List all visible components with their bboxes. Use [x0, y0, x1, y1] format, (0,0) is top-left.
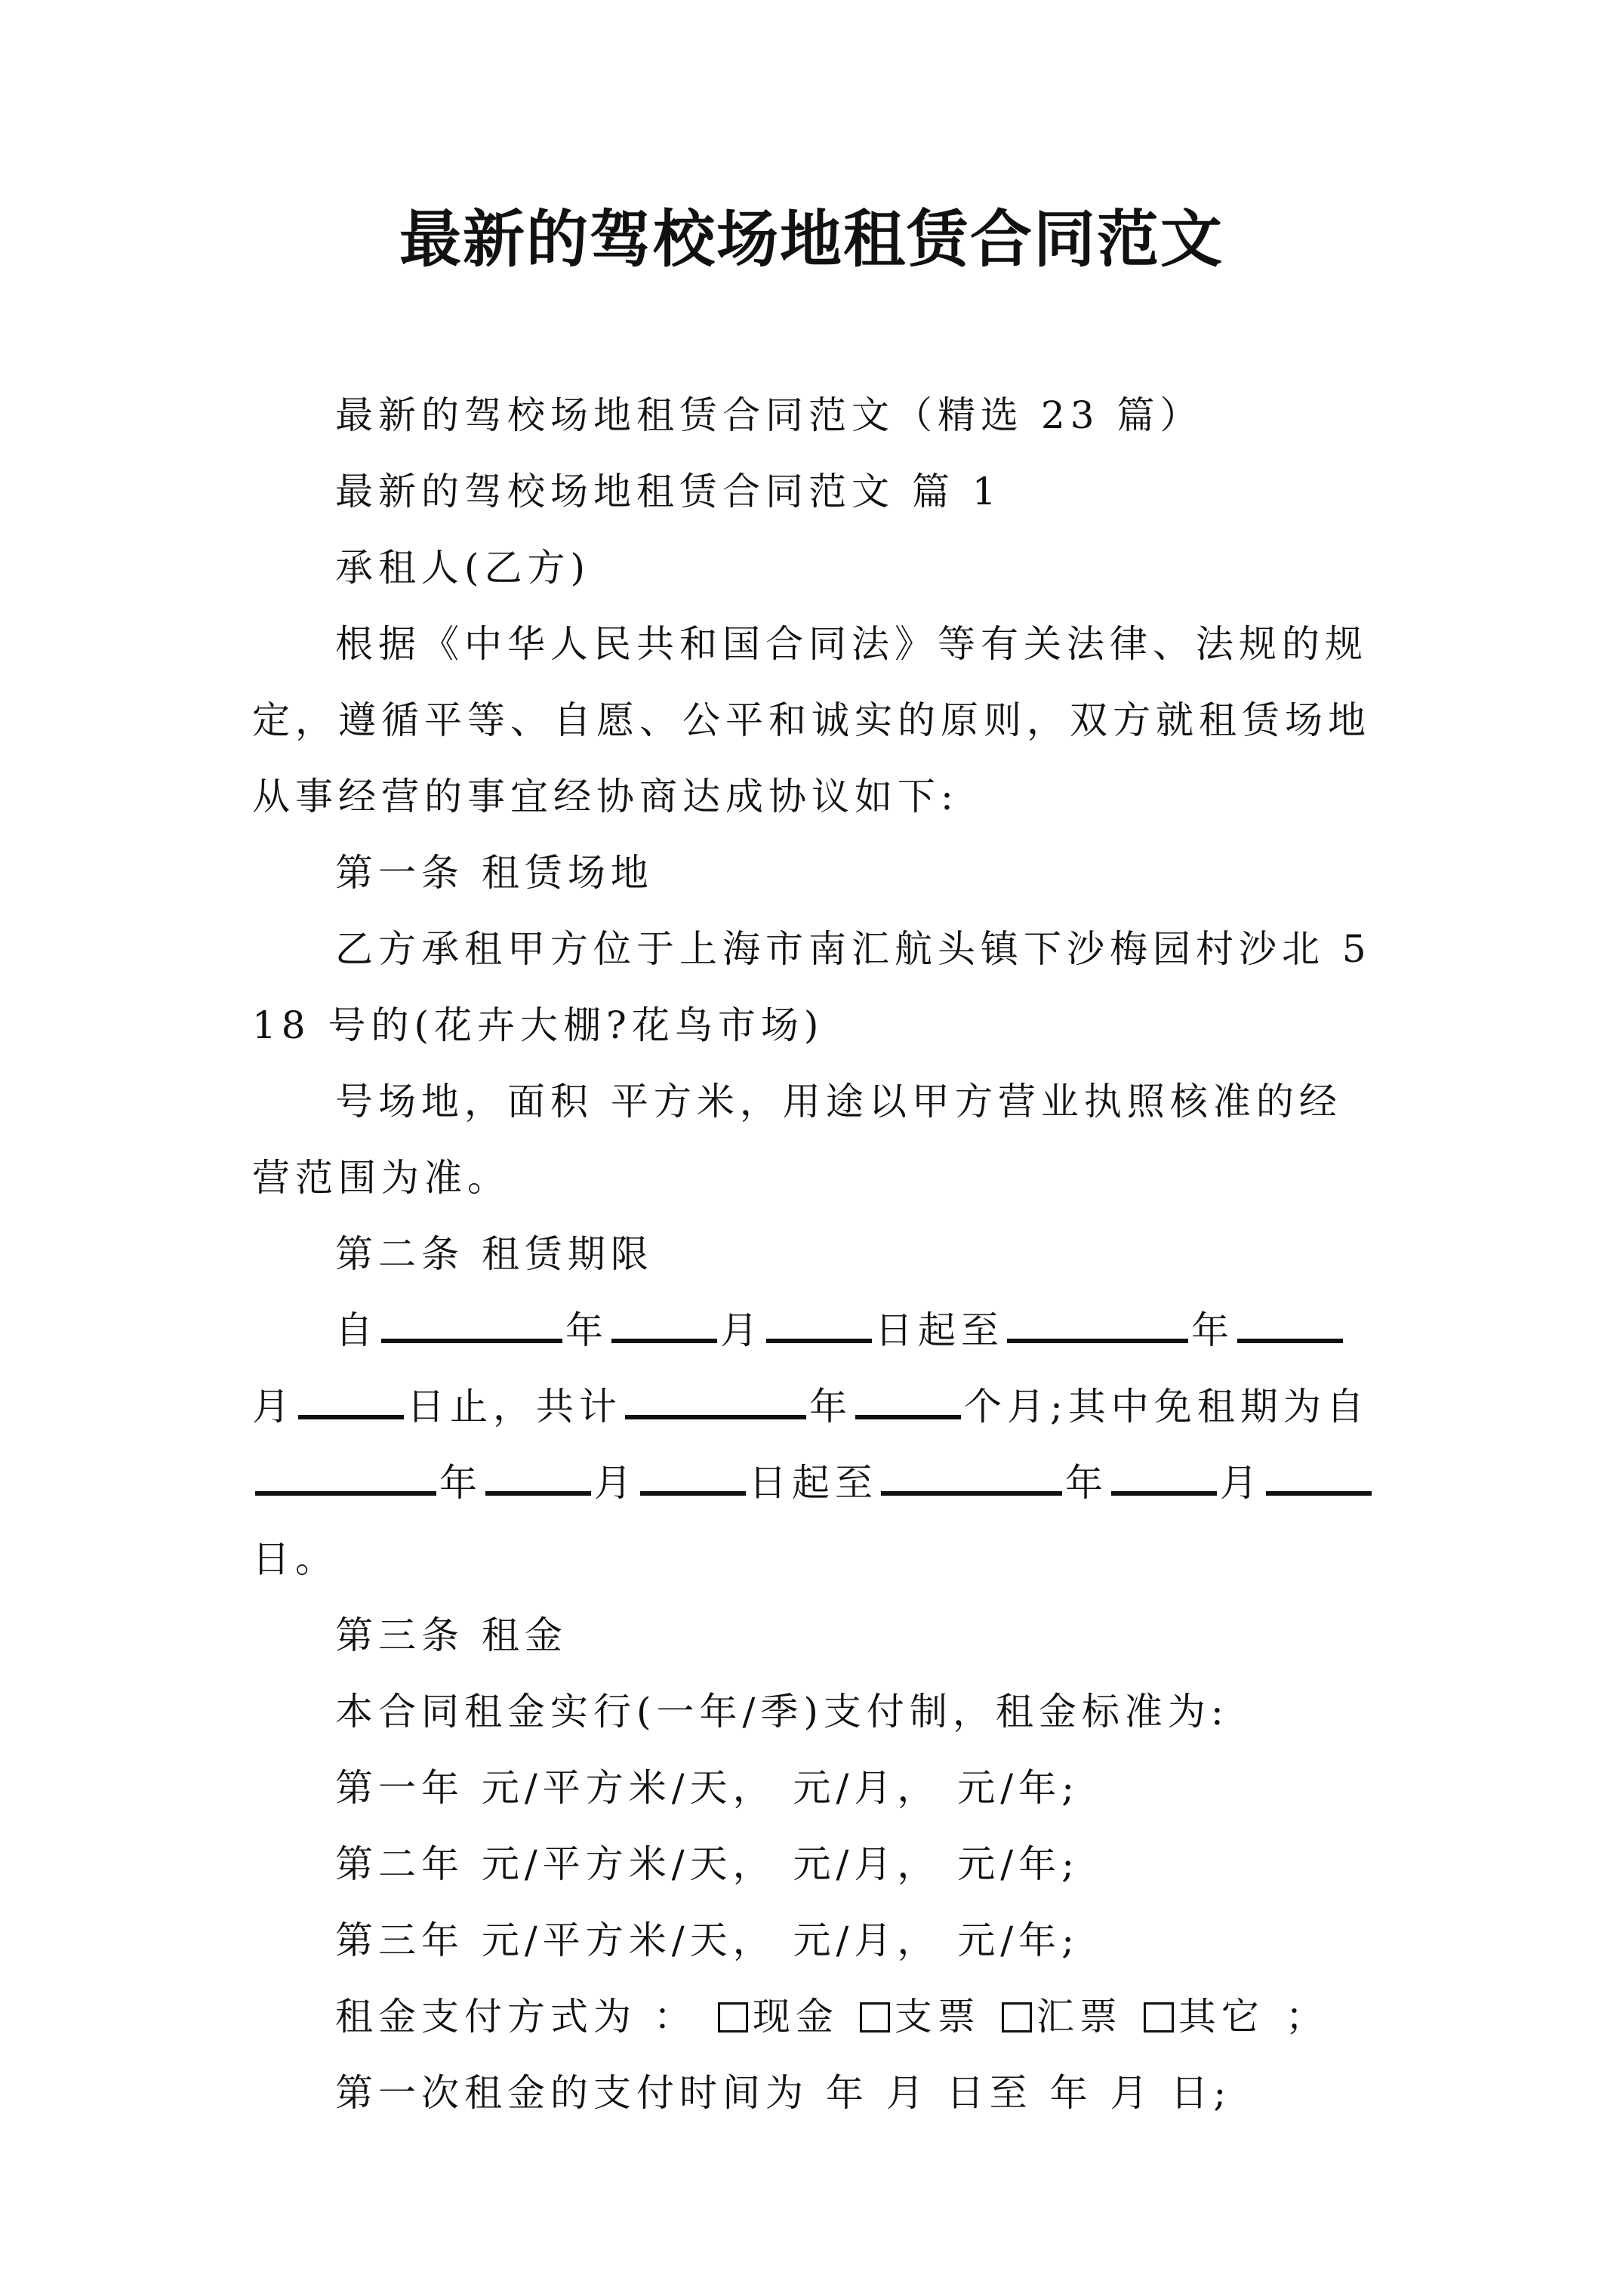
- term-text: 年: [1065, 1461, 1108, 1505]
- option-label: 汇票: [1036, 1995, 1123, 2039]
- blank-line: [1007, 1324, 1188, 1343]
- article-1-heading: 第一条 租赁场地: [335, 851, 654, 895]
- checkbox-cash[interactable]: [718, 2002, 748, 2032]
- article-2-term: [252, 1293, 1377, 1598]
- blank-line: [255, 1476, 436, 1496]
- term-text: 日。: [252, 1537, 338, 1581]
- term-text: 个月;其中免租期为自: [964, 1385, 1369, 1428]
- term-text: 日起至: [749, 1461, 878, 1505]
- document-body: [252, 378, 1377, 2131]
- blank-line: [855, 1400, 961, 1419]
- term-text: 年: [809, 1385, 852, 1428]
- term-text: 月: [594, 1461, 637, 1505]
- blank-line: [611, 1324, 717, 1343]
- rent-year-3: 第三年 元/平方米/天， 元/月， 元/年;: [335, 1918, 1079, 1962]
- first-payment-line: 第一次租金的支付时间为 年 月 日至 年 月 日;: [335, 2071, 1232, 2115]
- term-text: 年: [439, 1461, 482, 1505]
- article-1-area: 号场地，面积 平方米，用途以甲方营业执照核准的经营范围为准。: [252, 1080, 1342, 1200]
- option-label: 支票: [894, 1995, 981, 2039]
- blank-line: [298, 1400, 404, 1419]
- rent-year-1: 第一年 元/平方米/天， 元/月， 元/年;: [335, 1766, 1079, 1810]
- checkbox-check[interactable]: [860, 2002, 890, 2032]
- option-label: 其它: [1178, 1995, 1264, 2039]
- term-text: 自: [335, 1308, 378, 1352]
- checkbox-draft[interactable]: [1002, 2002, 1032, 2032]
- option-label: 现金: [752, 1995, 839, 2039]
- blank-line: [625, 1400, 806, 1419]
- article-2-heading: 第二条 租赁期限: [335, 1232, 654, 1276]
- term-text: 年: [1191, 1308, 1234, 1352]
- blank-line: [640, 1476, 746, 1496]
- term-text: 月: [1220, 1461, 1263, 1505]
- checkbox-other[interactable]: [1144, 2002, 1174, 2032]
- term-text: 日起至: [875, 1308, 1004, 1352]
- article-1-location: 乙方承租甲方位于上海市南汇航头镇下沙梅园村沙北 518 号的(花卉大棚?花鸟市场): [252, 927, 1372, 1047]
- blank-line: [1237, 1324, 1343, 1343]
- paragraph-intro: 根据《中华人民共和国合同法》等有关法律、法规的规定，遵循平等、自愿、公平和诚实的原则，双方就租赁场地从事经营的事宜经协商达成协议如下:: [252, 622, 1371, 818]
- payment-method-line: [252, 1979, 1377, 2055]
- section-heading: 最新的驾校场地租赁合同范文 篇 1: [335, 470, 1002, 513]
- blank-line: [1111, 1476, 1217, 1496]
- document-title: 最新的驾校场地租赁合同范文: [399, 203, 1224, 276]
- blank-line: [485, 1476, 591, 1496]
- blank-line: [381, 1324, 562, 1343]
- rent-system-line: 本合同租金实行(一年/季)支付制，租金标准为:: [335, 1690, 1229, 1734]
- blank-line: [881, 1476, 1062, 1496]
- party-line: 承租人(乙方): [335, 546, 591, 590]
- subtitle-line: 最新的驾校场地租赁合同范文（精选 23 篇）: [335, 393, 1203, 437]
- rent-year-2: 第二年 元/平方米/天， 元/月， 元/年;: [335, 1842, 1079, 1886]
- payment-end: ；: [1285, 1995, 1329, 2039]
- term-text: 月: [252, 1385, 295, 1428]
- term-text: 月: [720, 1308, 763, 1352]
- article-3-heading: 第三条 租金: [335, 1613, 568, 1657]
- term-text: 日止，共计: [407, 1385, 622, 1428]
- blank-line: [1266, 1476, 1372, 1496]
- term-text: 年: [565, 1308, 608, 1352]
- blank-line: [766, 1324, 872, 1343]
- payment-label: 租金支付方式为 ：: [335, 1995, 697, 2039]
